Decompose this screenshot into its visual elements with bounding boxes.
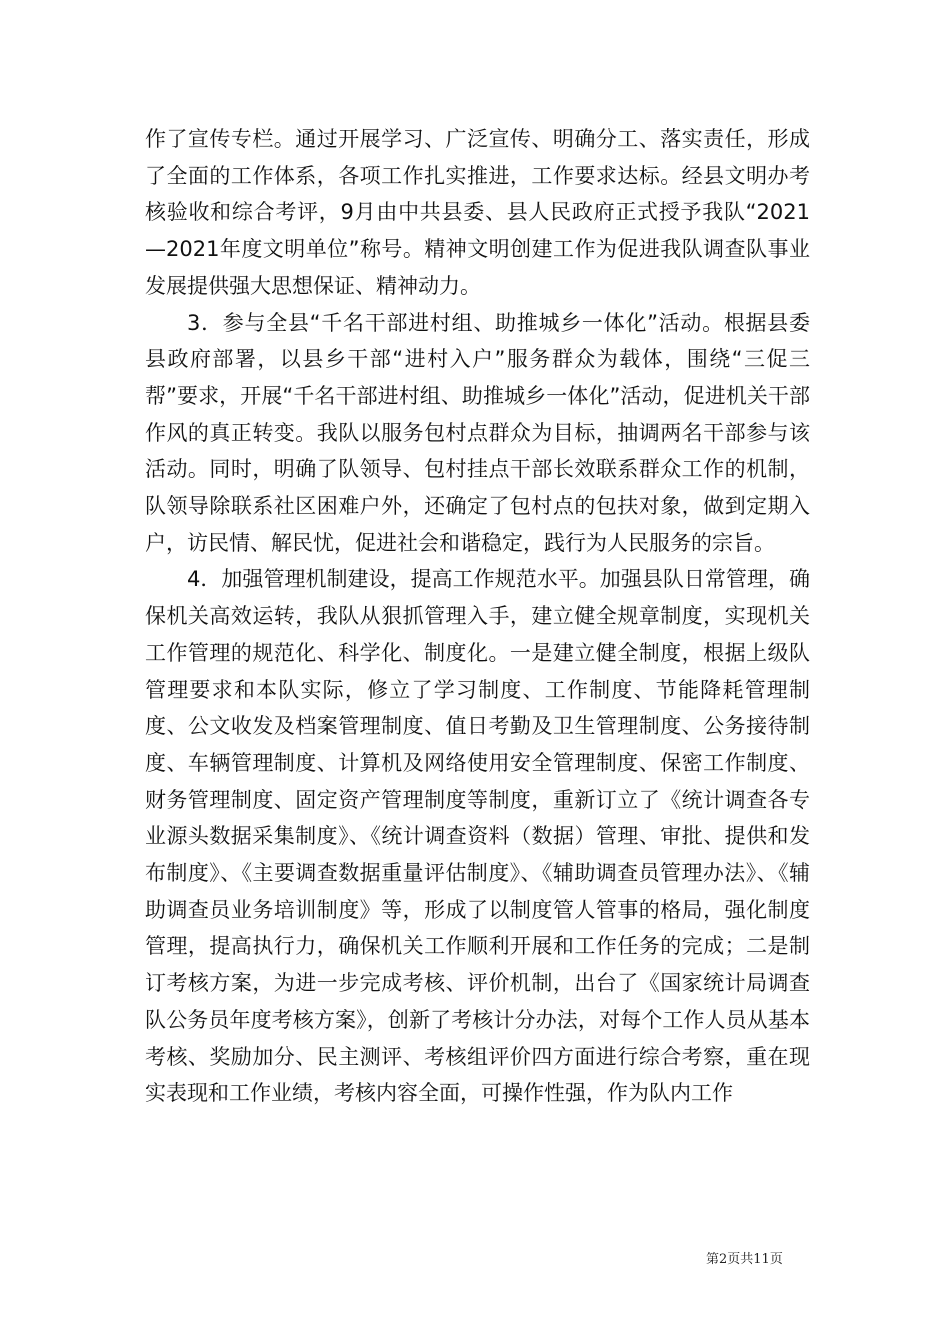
paragraph-village-activity: 3．参与全县“千名干部进村组、助推城乡一体化”活动。根据县委县政府部署，以县乡干部“进村入户”服务群众为载体，围绕“三促三帮”要求，开展“千名干部进村组、助推城乡一体化”活动，促进机关干部作风的真正转变。我队以服务包村点群众为目标，抽调两名干部参与该活动。同时，明确了队领导、包村挂点干部长效联系群众工作的机制，队领导除联系社区困难户外，还确定了包村点的包扶对象，做到定期入户，访民情、解民忧，促进社会和谐稳定，践行为人民服务的宗旨。 xyxy=(145,310,810,555)
paragraph-publicity: 作了宣传专栏。通过开展学习、广泛宣传、明确分工、落实责任，形成了全面的工作体系，各项工作扎实推进，工作要求达标。经县文明办考核验收和综合考评，9月由中共县委、县人民政府正式授予我队“2021—2021年度文明单位”称号。精神文明创建工作为促进我队调查队事业发展提供强大思想保证、精神动力。 xyxy=(145,127,810,298)
document-body xyxy=(145,121,810,1112)
page-number-footer: 第2页共11页 xyxy=(706,1252,783,1267)
paragraph-management-mechanism: 4．加强管理机制建设，提高工作规范水平。加强县队日常管理，确保机关高效运转，我队从狠抓管理入手，建立健全规章制度，实现机关工作管理的规范化、科学化、制度化。一是建立健全制度，根据上级队管理要求和本队实际，修立了学习制度、工作制度、节能降耗管理制度、公文收发及档案管理制度、值日考勤及卫生管理制度、公务接待制度、车辆管理制度、计算机及网络使用安全管理制度、保密工作制度、财务管理制度、固定资产管理制度等制度，重新订立了《统计调查各专业源头数据采集制度》、《统计调查资料（数据）管理、审批、提供和发布制度》、《主要调查数据重量评估制度》、《辅助调查员管理办法》、《辅助调查员业务培训制度》等，形成了以制度管人管事的格局，强化制度管理，提高执行力，确保机关工作顺利开展和工作任务的完成；二是制订考核方案，为进一步完成考核、评价机制，出台了《国家统计局调查队公务员年度考核方案》，创新了考核计分办法，对每个工作人员从基本考核、奖励加分、民主测评、考核组评价四方面进行综合考察，重在现实表现和工作业绩，考核内容全面，可操作性强，作为队内工作 xyxy=(145,567,810,1106)
